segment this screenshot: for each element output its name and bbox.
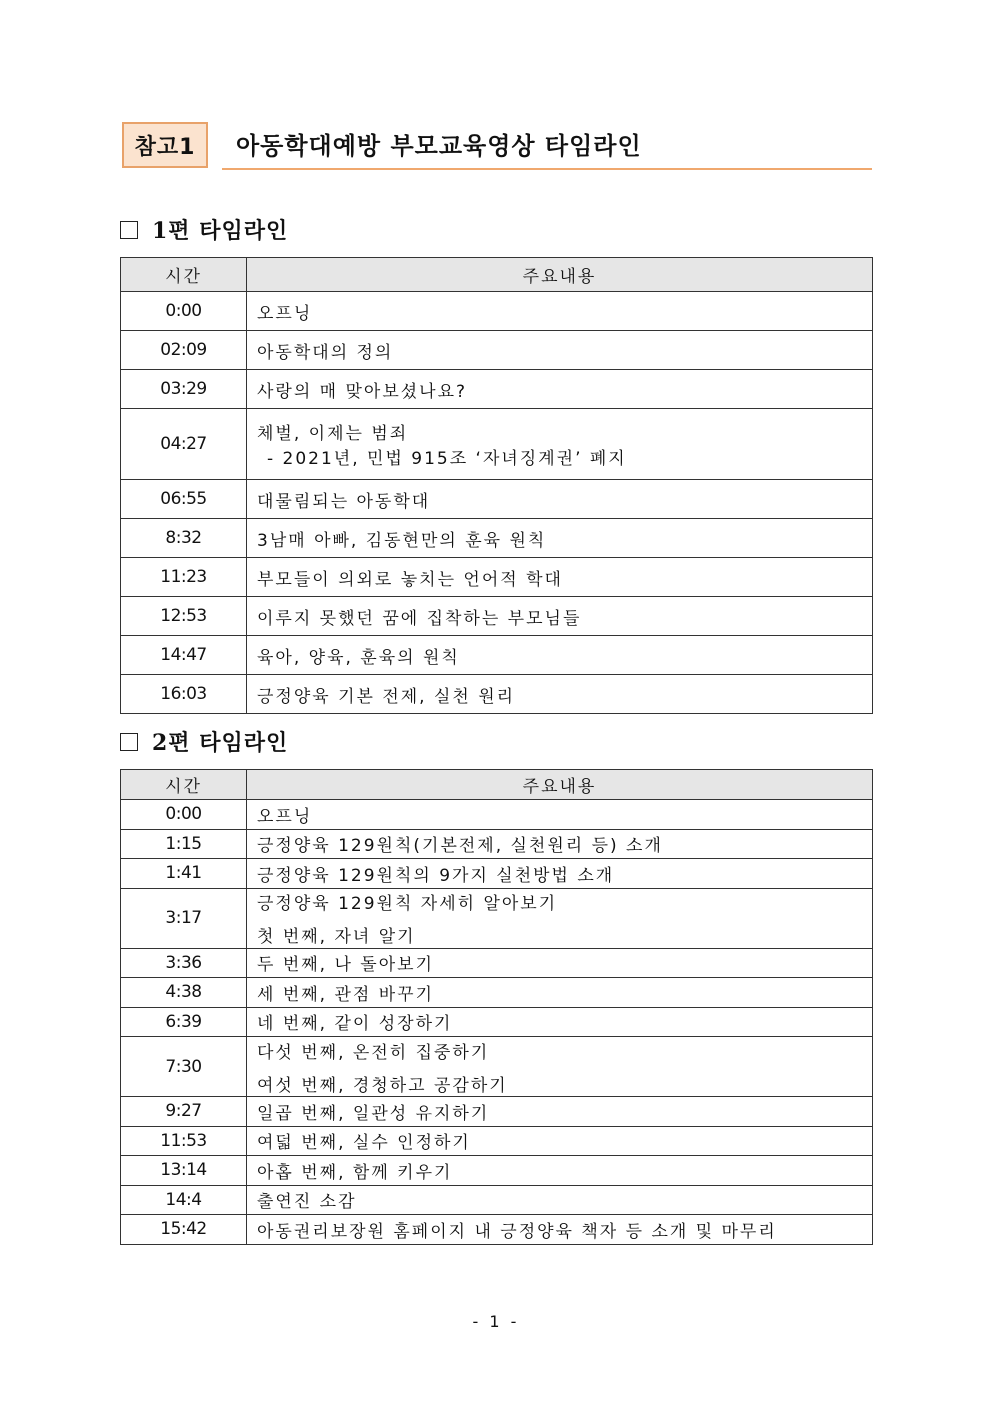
time-cell: 02:09 — [121, 331, 247, 370]
content-cell: 아동권리보장원 홈페이지 내 긍정양육 책자 등 소개 및 마무리 — [247, 1215, 873, 1245]
section-heading-part1 — [120, 214, 288, 245]
content-cell: 긍정양육 기본 전제, 실천 원리 — [247, 675, 873, 714]
content-line: 긍정양육 129원칙 자세히 알아보기 — [257, 894, 558, 914]
content-cell: 아홉 번째, 함께 키우기 — [247, 1156, 873, 1186]
checkbox-icon — [120, 221, 138, 239]
table-row — [121, 331, 873, 370]
table-row — [121, 1156, 873, 1186]
time-cell: 12:53 — [121, 597, 247, 636]
table-header-row — [121, 770, 873, 800]
content-cell: 아동학대의 정의 — [247, 331, 873, 370]
content-subline: - 2021년, 민법 915조 ‘자녀징계권’ 폐지 — [267, 449, 627, 469]
table-row — [121, 800, 873, 830]
reference-badge: 참고1 — [122, 122, 208, 168]
content-cell — [247, 1037, 873, 1097]
table-row — [121, 1007, 873, 1037]
time-cell: 0:00 — [121, 800, 247, 830]
section-heading-part2 — [120, 726, 288, 757]
content-cell — [247, 409, 873, 480]
time-cell: 0:00 — [121, 292, 247, 331]
table-row — [121, 948, 873, 978]
content-cell: 네 번째, 같이 성장하기 — [247, 1007, 873, 1037]
time-cell: 11:53 — [121, 1126, 247, 1156]
time-cell: 11:23 — [121, 558, 247, 597]
title-underline — [222, 168, 872, 170]
time-cell: 9:27 — [121, 1097, 247, 1127]
time-cell: 15:42 — [121, 1215, 247, 1245]
time-cell: 3:17 — [121, 888, 247, 948]
time-cell: 8:32 — [121, 519, 247, 558]
content-line: 다섯 번째, 온전히 집중하기 — [257, 1042, 490, 1063]
time-cell: 04:27 — [121, 409, 247, 480]
content-cell: 출연진 소감 — [247, 1185, 873, 1215]
column-header-content: 주요내용 — [247, 770, 873, 800]
page-number: - 1 - — [472, 1312, 520, 1331]
table-row — [121, 292, 873, 331]
time-cell: 7:30 — [121, 1037, 247, 1097]
table-row — [121, 1185, 873, 1215]
time-cell: 4:38 — [121, 978, 247, 1008]
table-row — [121, 888, 873, 948]
checkbox-icon — [120, 733, 138, 751]
content-cell: 여덟 번째, 실수 인정하기 — [247, 1126, 873, 1156]
table-row — [121, 636, 873, 675]
time-cell: 1:41 — [121, 859, 247, 889]
table-header-row — [121, 258, 873, 292]
timeline-table-part2 — [120, 769, 873, 1245]
column-header-time: 시간 — [121, 258, 247, 292]
time-cell: 14:47 — [121, 636, 247, 675]
content-cell: 육아, 양육, 훈육의 원칙 — [247, 636, 873, 675]
table-row — [121, 1097, 873, 1127]
table-row — [121, 1126, 873, 1156]
content-cell: 3남매 아빠, 김동현만의 훈육 원칙 — [247, 519, 873, 558]
content-cell: 일곱 번째, 일관성 유지하기 — [247, 1097, 873, 1127]
time-cell: 03:29 — [121, 370, 247, 409]
table-row — [121, 978, 873, 1008]
content-cell — [247, 888, 873, 948]
time-cell: 3:36 — [121, 948, 247, 978]
content-line: 첫 번째, 자녀 알기 — [257, 927, 416, 947]
table-row — [121, 829, 873, 859]
table-row — [121, 480, 873, 519]
section-label: 1편 타임라인 — [152, 218, 289, 244]
content-cell: 사랑의 매 맞아보셨나요? — [247, 370, 873, 409]
time-cell: 13:14 — [121, 1156, 247, 1186]
table-row — [121, 519, 873, 558]
content-cell: 긍정양육 129원칙(기본전제, 실천원리 등) 소개 — [247, 829, 873, 859]
time-cell: 14:4 — [121, 1185, 247, 1215]
table-row — [121, 597, 873, 636]
table-row — [121, 409, 873, 480]
timeline-table-part1 — [120, 257, 873, 714]
content-line: 체벌, 이제는 범죄 — [257, 424, 409, 444]
table-row — [121, 859, 873, 889]
content-cell: 세 번째, 관점 바꾸기 — [247, 978, 873, 1008]
document-title: 아동학대예방 부모교육영상 타임라인 — [236, 132, 642, 160]
table-row — [121, 675, 873, 714]
content-cell: 오프닝 — [247, 292, 873, 331]
column-header-time: 시간 — [121, 770, 247, 800]
column-header-content: 주요내용 — [247, 258, 873, 292]
time-cell: 1:15 — [121, 829, 247, 859]
table-row — [121, 370, 873, 409]
table-row — [121, 1037, 873, 1097]
section-label: 2편 타임라인 — [152, 730, 289, 756]
time-cell: 06:55 — [121, 480, 247, 519]
time-cell: 16:03 — [121, 675, 247, 714]
table-row — [121, 558, 873, 597]
content-cell: 부모들이 의외로 놓치는 언어적 학대 — [247, 558, 873, 597]
content-line: 여섯 번째, 경청하고 공감하기 — [257, 1075, 508, 1096]
content-cell: 두 번째, 나 돌아보기 — [247, 948, 873, 978]
content-cell: 긍정양육 129원칙의 9가지 실천방법 소개 — [247, 859, 873, 889]
table-row — [121, 1215, 873, 1245]
content-cell: 오프닝 — [247, 800, 873, 830]
time-cell: 6:39 — [121, 1007, 247, 1037]
content-cell: 이루지 못했던 꿈에 집착하는 부모님들 — [247, 597, 873, 636]
content-cell: 대물림되는 아동학대 — [247, 480, 873, 519]
